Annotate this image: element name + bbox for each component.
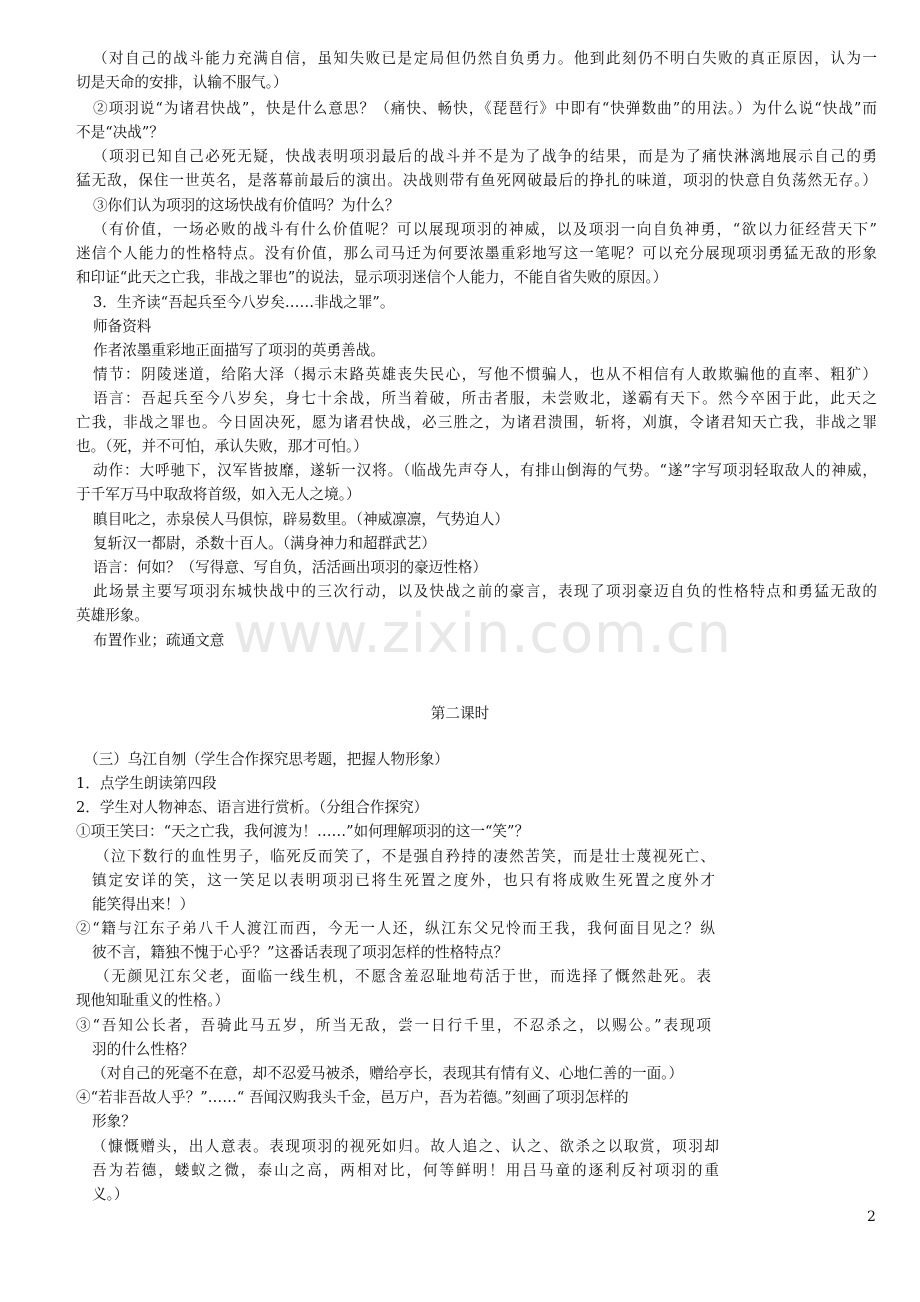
paragraph-line: ②“籍与江东子弟八千人渡江而西，今无一人还，纵江东父兄怜而王我，我何面目见之？纵: [76, 920, 715, 937]
paragraph-line: 不是“决战”？: [76, 124, 164, 141]
paragraph-line: 彼不言，籍独不愧于心乎？”这番话表现了项羽怎样的性格特点？: [92, 944, 509, 961]
paragraph-line: 吾为若德，蝼蚁之微，泰山之高，两相对比，何等鲜明！用吕马童的逐利反衬项羽的重: [92, 1162, 719, 1179]
paragraph-line: 迷信个人能力的性格特点。没有价值，那么司马迁为何要浓墨重彩地写这一笔呢？可以充分展现项羽勇猛无敌的形象: [76, 245, 877, 262]
paragraph-line: （三）乌江自刎（学生合作探究思考题，把握人物形象）: [84, 751, 449, 768]
paragraph-line: ③“吾知公长者，吾骑此马五岁，所当无敌，尝一日行千里，不忍杀之，以赐公。”表现项: [76, 1017, 711, 1034]
paragraph-line: 师备资料: [93, 318, 152, 335]
paragraph-line: 于千军万马中取敌将首级，如入无人之境。）: [76, 486, 361, 503]
paragraph-line: ④“若非吾故人乎？”……“ 吾闻汉购我头千金，邑万户，吾为若德。”刻画了项羽怎样的: [76, 1089, 629, 1106]
paragraph-line: 动作：大呼驰下，汉军皆披靡，遂斩一汉将。（临战先声夺人，有排山倒海的气势。“遂”字写项羽轻取敌人的神威，: [93, 462, 877, 479]
paragraph-line: 布置作业；疏通文意: [93, 632, 225, 649]
paragraph-line: 能笑得出来！）: [92, 896, 195, 913]
paragraph-line: （慷慨赠头，出人意表。表现项羽的视死如归。故人追之、认之、欲杀之以取赏，项羽却: [92, 1138, 719, 1155]
paragraph-line: 复斩汉一都尉，杀数十百人。（满身神力和超群武艺）: [93, 535, 436, 552]
paragraph-line: 也。（死，并不可怕，承认失败，那才可怕。）: [76, 438, 368, 455]
paragraph-line: 义。）: [92, 1186, 129, 1203]
paragraph-line: 3．生齐读“吾起兵至今八岁矣……非战之罪”。: [93, 294, 395, 311]
paragraph-line: （对自己的死毫不在意，却不忍爱马被杀，赠给亭长，表现其有情有义、心地仁善的一面。）: [92, 1065, 684, 1082]
paragraph-line: （有价值，一场必败的战斗有什么价值呢？可以展现项羽的神威，以及项羽一向自负神勇，“欲以力征经营天下”: [93, 221, 877, 238]
paragraph-line: 2．学生对人物神态、语言进行赏析。（分组合作探究）: [76, 799, 429, 816]
paragraph-line: 语言：何如？（写得意、写自负，活活画出项羽的豪迈性格）: [93, 559, 488, 576]
paragraph-line: 瞋目叱之，赤泉侯人马俱惊，辟易数里。（神威凛凛，气势迫人）: [93, 511, 509, 528]
paragraph-line: 作者浓墨重彩地正面描写了项羽的英勇善战。: [93, 342, 385, 359]
paragraph-line: （项羽已知自己必死无疑，快战表明项羽最后的战斗并不是为了战争的结果，而是为了痛快淋漓地展示自己的勇: [93, 148, 877, 165]
paragraph-line: 情节：阴陵迷道，给陷大泽（揭示末路英雄丧失民心，写他不惯骗人，也从不相信有人敢欺骗他的直率、粗犷）: [93, 366, 877, 383]
paragraph-line: 亡我，非战之罪也。今日固决死，愿为诸君快战，必三胜之，为诸君溃围，斩将，刈旗，令诸君知天亡我，非战之罪: [76, 414, 877, 431]
paragraph-line: ②项羽说“为诸君快战”，快是什么意思？（痛快、畅快，《琵琶行》中即有“快弹数曲”的用法。）为什么说“快战”而: [93, 100, 877, 117]
paragraph-line: 切是天命的安排，认输不服气。）: [76, 74, 288, 91]
watermark-text: www.zixin.com.cn: [233, 602, 732, 665]
paragraph-line: 羽的什么性格？: [92, 1041, 195, 1058]
paragraph-line: 现他知耻重义的性格。）: [76, 992, 230, 1009]
paragraph-line: （无颜见江东父老，面临一线生机，不愿含羞忍耻地苟活于世，而选择了慨然赴死。表: [95, 968, 711, 985]
paragraph-line: ③你们认为项羽的这场快战有价值吗？为什么？: [93, 197, 400, 214]
paragraph-line: 1．点学生朗读第四段: [76, 775, 217, 792]
paragraph-line: 猛无敌，保住一世英名，是落幕前最后的演出。决战则带有鱼死网破最后的挣扎的味道，项羽的快意自负荡然无存。）: [76, 172, 877, 189]
paragraph-line: ①项王笑曰：“天之亡我，我何渡为！……”如何理解项羽的这一“笑”？: [76, 823, 530, 840]
section-title: 第二课时: [430, 705, 490, 722]
paragraph-line: 形象？: [92, 1113, 136, 1130]
paragraph-line: 语言：吾起兵至今八岁矣，身七十余战，所当着破，所击者服，未尝败北，遂霸有天下。然今卒困于此，此天之: [93, 390, 877, 407]
paragraph-line: （泣下数行的血性男子，临死反而笑了，不是强自矜持的凄然苦笑，而是壮士蔑视死亡、: [95, 848, 715, 865]
page-number: 2: [867, 1209, 876, 1225]
paragraph-line: 此场景主要写项羽东城快战中的三次行动，以及快战之前的豪言，表现了项羽豪迈自负的性格特点和勇猛无敌的: [93, 583, 877, 600]
paragraph-line: 和印证“此天之亡我，非战之罪也”的说法，显示项羽迷信个人能力，不能自省失败的原因。）: [76, 269, 668, 286]
paragraph-line: （对自己的战斗能力充满自信，虽知失败已是定局但仍然自负勇力。他到此刻仍不明白失败的真正原因，认为一: [93, 50, 877, 67]
paragraph-line: 镇定安详的笑，这一笑足以表明项羽已将生死置之度外，也只有将成败生死置之度外才: [92, 872, 715, 889]
paragraph-line: 英雄形象。: [76, 607, 149, 624]
